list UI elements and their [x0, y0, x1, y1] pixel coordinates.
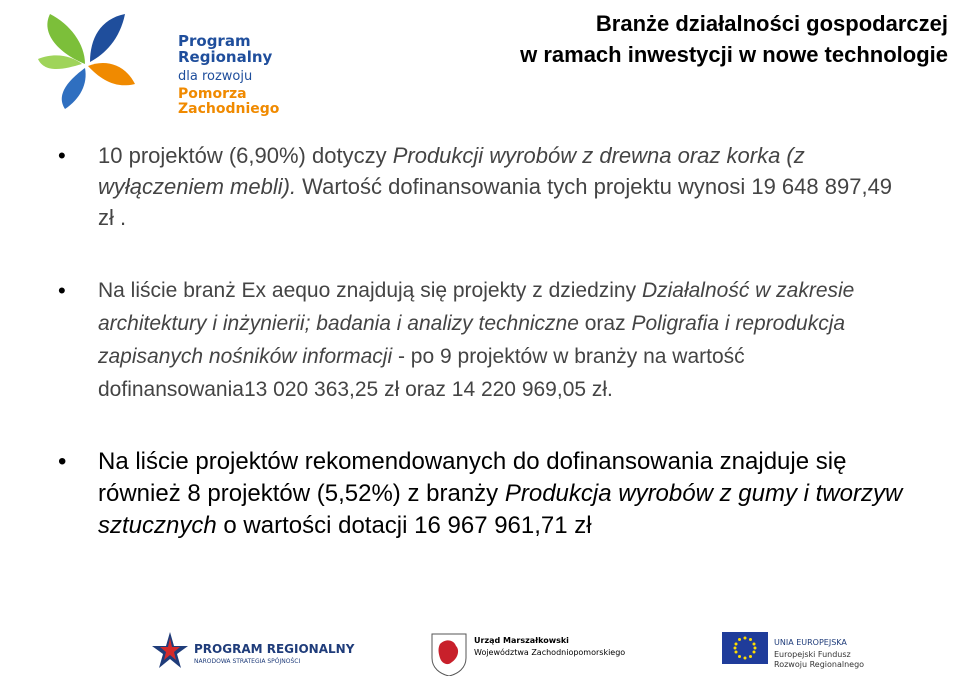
bullet-italic-text: Produkcja wyrobów z gumy i tworzyw sztucznych: [98, 480, 903, 539]
logo-wordmark: [178, 34, 300, 117]
footer-eu-line2: Europejski Fundusz: [774, 650, 851, 659]
footer-urzad-line2: Województwa Zachodniopomorskiego: [474, 648, 626, 657]
page-title-line2: w ramach inwestycji w nowe technologie: [520, 42, 948, 67]
logo-line2: dla rozwoju: [178, 68, 253, 84]
bullet-text: o wartości dotacji 16 967 961,71 zł: [216, 512, 592, 539]
footer-eu-line1: UNIA EUROPEJSKA: [774, 638, 847, 647]
bullet-text: oraz: [578, 312, 632, 335]
footer-eu-line3: Rozwoju Regionalnego: [774, 660, 865, 669]
bullet-text: 10 projektów (6,90%) dotyczy: [98, 143, 393, 168]
footer-urzad-line1: Urząd Marszałkowski: [474, 636, 569, 645]
bullet-item: [58, 140, 908, 233]
footer-narodowa-strategia: NARODOWA STRATEGIA SPÓJNOŚCI: [194, 658, 301, 665]
bullet-text: Na liście branż Ex aequo znajdują się projekty z dziedziny: [98, 279, 642, 302]
star-emblem-icon: [150, 630, 190, 670]
eu-flag-icon: [722, 632, 768, 664]
bullet-italic-text: Produkcji wyrobów z drewna oraz korka (z wyłączeniem mebli).: [98, 143, 805, 199]
bullet-item: [58, 274, 908, 406]
bullet-list: [58, 140, 908, 542]
bullet-item: [58, 446, 908, 542]
bullet-text: - po 9 projektów w branży na wartość dofinansowania13 020 363,25 zł oraz 14 220 969,05 zł.: [98, 345, 745, 401]
griffin-coat-of-arms-icon: [430, 632, 468, 676]
bullet-text: Wartość dofinansowania tych projektu wynosi 19 648 897,49 zł .: [98, 174, 893, 230]
page-title-line1: Branże działalności gospodarczej: [595, 11, 948, 36]
bullet-italic-text: Działalność w zakresie architektury i inżynierii; badania i analizy techniczne: [98, 279, 855, 335]
bullet-italic-text: Poligrafia i reprodukcja zapisanych nośników informacji: [98, 312, 846, 368]
program-regionalny-footer-logo: [150, 630, 355, 678]
program-regionalny-logo: [30, 4, 300, 117]
bullet-text: Na liście projektów rekomendowanych do dofinansowania znajduje się również 8 projektów (5,52%) z branży: [98, 448, 847, 507]
footer-logos: [0, 612, 960, 678]
footer-program-regionalny: PROGRAM REGIONALNY: [194, 642, 355, 656]
page-title: [520, 8, 948, 70]
logo-line1: Program Regionalny: [178, 32, 273, 66]
eu-logo: [722, 632, 942, 678]
logo-line3: Pomorza Zachodniego: [178, 86, 280, 117]
urzad-marszalkowski-logo: [430, 632, 640, 678]
flower-emblem-icon: [30, 4, 150, 114]
